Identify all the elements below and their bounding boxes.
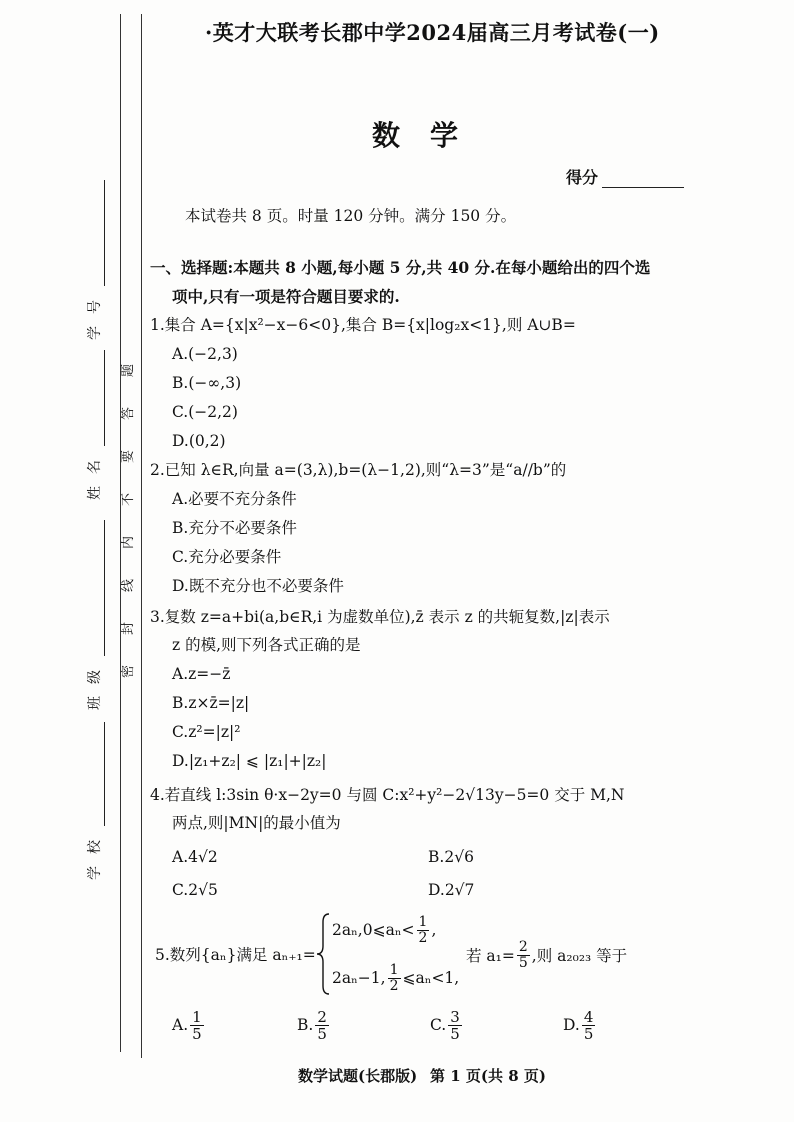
option-letter: A. (172, 490, 189, 508)
condition-lead: 若 a₁= (466, 947, 515, 965)
section-heading-line-1: 一、选择题:本题共 8 小题,每小题 5 分,共 40 分.在每小题给出的四个选 (150, 258, 651, 277)
option-text: (0,2) (188, 432, 226, 450)
question-3-stem-line-1: 3.复数 z=a+bi(a,b∈R,i 为虚数单位),z̄ 表示 z 的共轭复数,|z|表示 (150, 608, 610, 626)
fraction-denominator: 5 (583, 1024, 594, 1043)
fraction-numerator: 2 (518, 938, 528, 955)
question-3-option-a (172, 664, 230, 684)
option-letter: A. (172, 345, 189, 363)
option-letter: D. (563, 1016, 580, 1034)
question-1-option-b (172, 373, 241, 393)
question-5-option-a (172, 1007, 206, 1043)
question-2-option-d (172, 576, 344, 596)
question-4-option-d (428, 880, 474, 900)
option-letter: C. (430, 1016, 447, 1034)
condition-tail: ,则 a₂₀₂₃ 等于 (531, 947, 628, 965)
student-id-line (87, 180, 105, 286)
question-2-option-a (172, 489, 297, 509)
option-text: 2√6 (444, 848, 474, 866)
fraction-numerator: 1 (192, 1007, 202, 1026)
fraction (315, 1009, 329, 1042)
class-label: 班级 (87, 658, 103, 710)
option-text: |z₁+z₂| ⩽ |z₁|+|z₂| (188, 752, 327, 770)
footer-paper-name: 数学试题(长郡版) (298, 1067, 418, 1085)
option-text: 2√5 (188, 881, 218, 899)
option-letter: B. (172, 519, 189, 537)
option-text: (−2,2) (188, 403, 238, 421)
option-text: 4√2 (188, 848, 218, 866)
option-text: 必要不充分条件 (188, 490, 297, 508)
question-5-option-b (297, 1007, 331, 1043)
fraction (190, 1009, 204, 1042)
fraction (388, 963, 401, 994)
question-1-option-c (172, 402, 238, 422)
question-1-stem: 1.集合 A={x|x²−x−6<0},集合 B={x|log₂x<1},则 A∪B= (150, 316, 576, 334)
question-5-option-d (563, 1007, 597, 1043)
footer-page-number: 第 1 页(共 8 页) (430, 1067, 546, 1085)
case-expression: 2aₙ−1, (332, 969, 386, 987)
case-tail: ⩽aₙ<1, (402, 969, 460, 987)
question-2-stem: 2.已知 λ∈R,向量 a=(3,λ),b=(λ−1,2),则“λ=3”是“a//b”的 (150, 461, 567, 479)
question-4-stem-line-1: 4.若直线 l:3sin θ·x−2y=0 与圆 C:x²+y²−2√13y−5=0 交于 M,N (150, 786, 625, 804)
seal-notice: 密封线内不要答题 (121, 333, 136, 679)
option-text: 充分必要条件 (188, 548, 282, 566)
question-4-option-b (428, 847, 474, 867)
school-field (85, 722, 105, 880)
exam-intro: 本试卷共 8 页。时量 120 分钟。满分 150 分。 (185, 207, 517, 225)
fraction-numerator: 1 (389, 961, 399, 978)
question-2-option-b (172, 518, 297, 538)
fraction-denominator: 5 (450, 1024, 460, 1043)
option-letter: C. (172, 723, 189, 741)
score-box (566, 168, 684, 188)
option-text: (−2,3) (188, 345, 238, 363)
option-text: (−∞,3) (188, 374, 242, 392)
question-1-option-d (172, 431, 226, 451)
fraction-denominator: 2 (389, 977, 399, 994)
case-expression: 2aₙ,0⩽aₙ< (332, 921, 415, 939)
question-5-option-c (430, 1007, 464, 1043)
binding-rule-inner (141, 14, 142, 1058)
name-line (87, 350, 105, 446)
fraction-denominator: 5 (317, 1024, 327, 1043)
school-line (87, 722, 105, 826)
option-letter: B. (428, 848, 445, 866)
fraction-denominator: 5 (192, 1024, 202, 1043)
name-label: 姓名 (87, 448, 103, 500)
option-letter: D. (172, 432, 189, 450)
piecewise-brace (316, 912, 330, 996)
school-label: 学校 (87, 828, 103, 880)
question-3-stem-line-2: z 的模,则下列各式正确的是 (172, 636, 361, 654)
option-letter: B. (172, 694, 189, 712)
question-5-case-2 (332, 960, 459, 996)
question-5-case-1 (332, 912, 436, 948)
question-4-stem-line-2: 两点,则|MN|的最小值为 (172, 814, 341, 832)
score-label: 得分 (566, 168, 599, 187)
option-letter: C. (172, 403, 189, 421)
fraction-numerator: 3 (450, 1007, 460, 1026)
question-3-option-c (172, 722, 240, 742)
option-letter: A. (172, 665, 189, 683)
option-text: 2√7 (444, 881, 475, 899)
fraction-numerator: 1 (418, 913, 428, 930)
option-text: z²=|z|² (188, 723, 241, 741)
fraction (448, 1009, 462, 1042)
case-tail: , (431, 921, 437, 939)
section-heading-line-2: 项中,只有一项是符合题目要求的. (172, 287, 400, 306)
name-field (85, 350, 105, 500)
option-letter: A. (172, 1016, 189, 1034)
fraction-denominator: 2 (418, 929, 428, 946)
question-3-option-d (172, 751, 326, 771)
class-line (87, 520, 105, 656)
option-text: z=−z̄ (188, 665, 231, 683)
exam-header-title: ·英才大联考长郡中学2024届高三月考试卷(一) (205, 20, 660, 45)
fraction (582, 1009, 596, 1042)
option-letter: A. (172, 848, 189, 866)
option-text: z×z̄=|z| (188, 694, 250, 712)
option-text: 充分不必要条件 (188, 519, 297, 537)
question-5-condition (466, 937, 627, 973)
question-4-option-c (172, 880, 218, 900)
option-letter: D. (428, 881, 445, 899)
question-3-option-b (172, 693, 249, 713)
option-letter: D. (172, 752, 189, 770)
fraction (417, 915, 430, 946)
fraction-denominator: 5 (518, 954, 528, 971)
class-field (85, 520, 105, 710)
question-4-option-a (172, 847, 218, 867)
fraction-numerator: 4 (583, 1007, 594, 1026)
question-2-option-c (172, 547, 281, 567)
subject-title: 数学 (371, 119, 488, 152)
fraction (517, 940, 530, 971)
option-letter: B. (297, 1016, 314, 1034)
option-letter: D. (172, 577, 189, 595)
option-text: 既不充分也不必要条件 (188, 577, 344, 595)
option-letter: C. (172, 548, 189, 566)
option-letter: C. (172, 881, 189, 899)
fraction-numerator: 2 (317, 1007, 327, 1026)
question-1-option-a (172, 344, 238, 364)
student-id-field (85, 180, 105, 340)
student-id-label: 学号 (87, 288, 103, 340)
option-letter: B. (172, 374, 189, 392)
score-blank (602, 169, 684, 188)
question-5-lead: 5.数列{aₙ}满足 aₙ₊₁= (155, 946, 316, 964)
